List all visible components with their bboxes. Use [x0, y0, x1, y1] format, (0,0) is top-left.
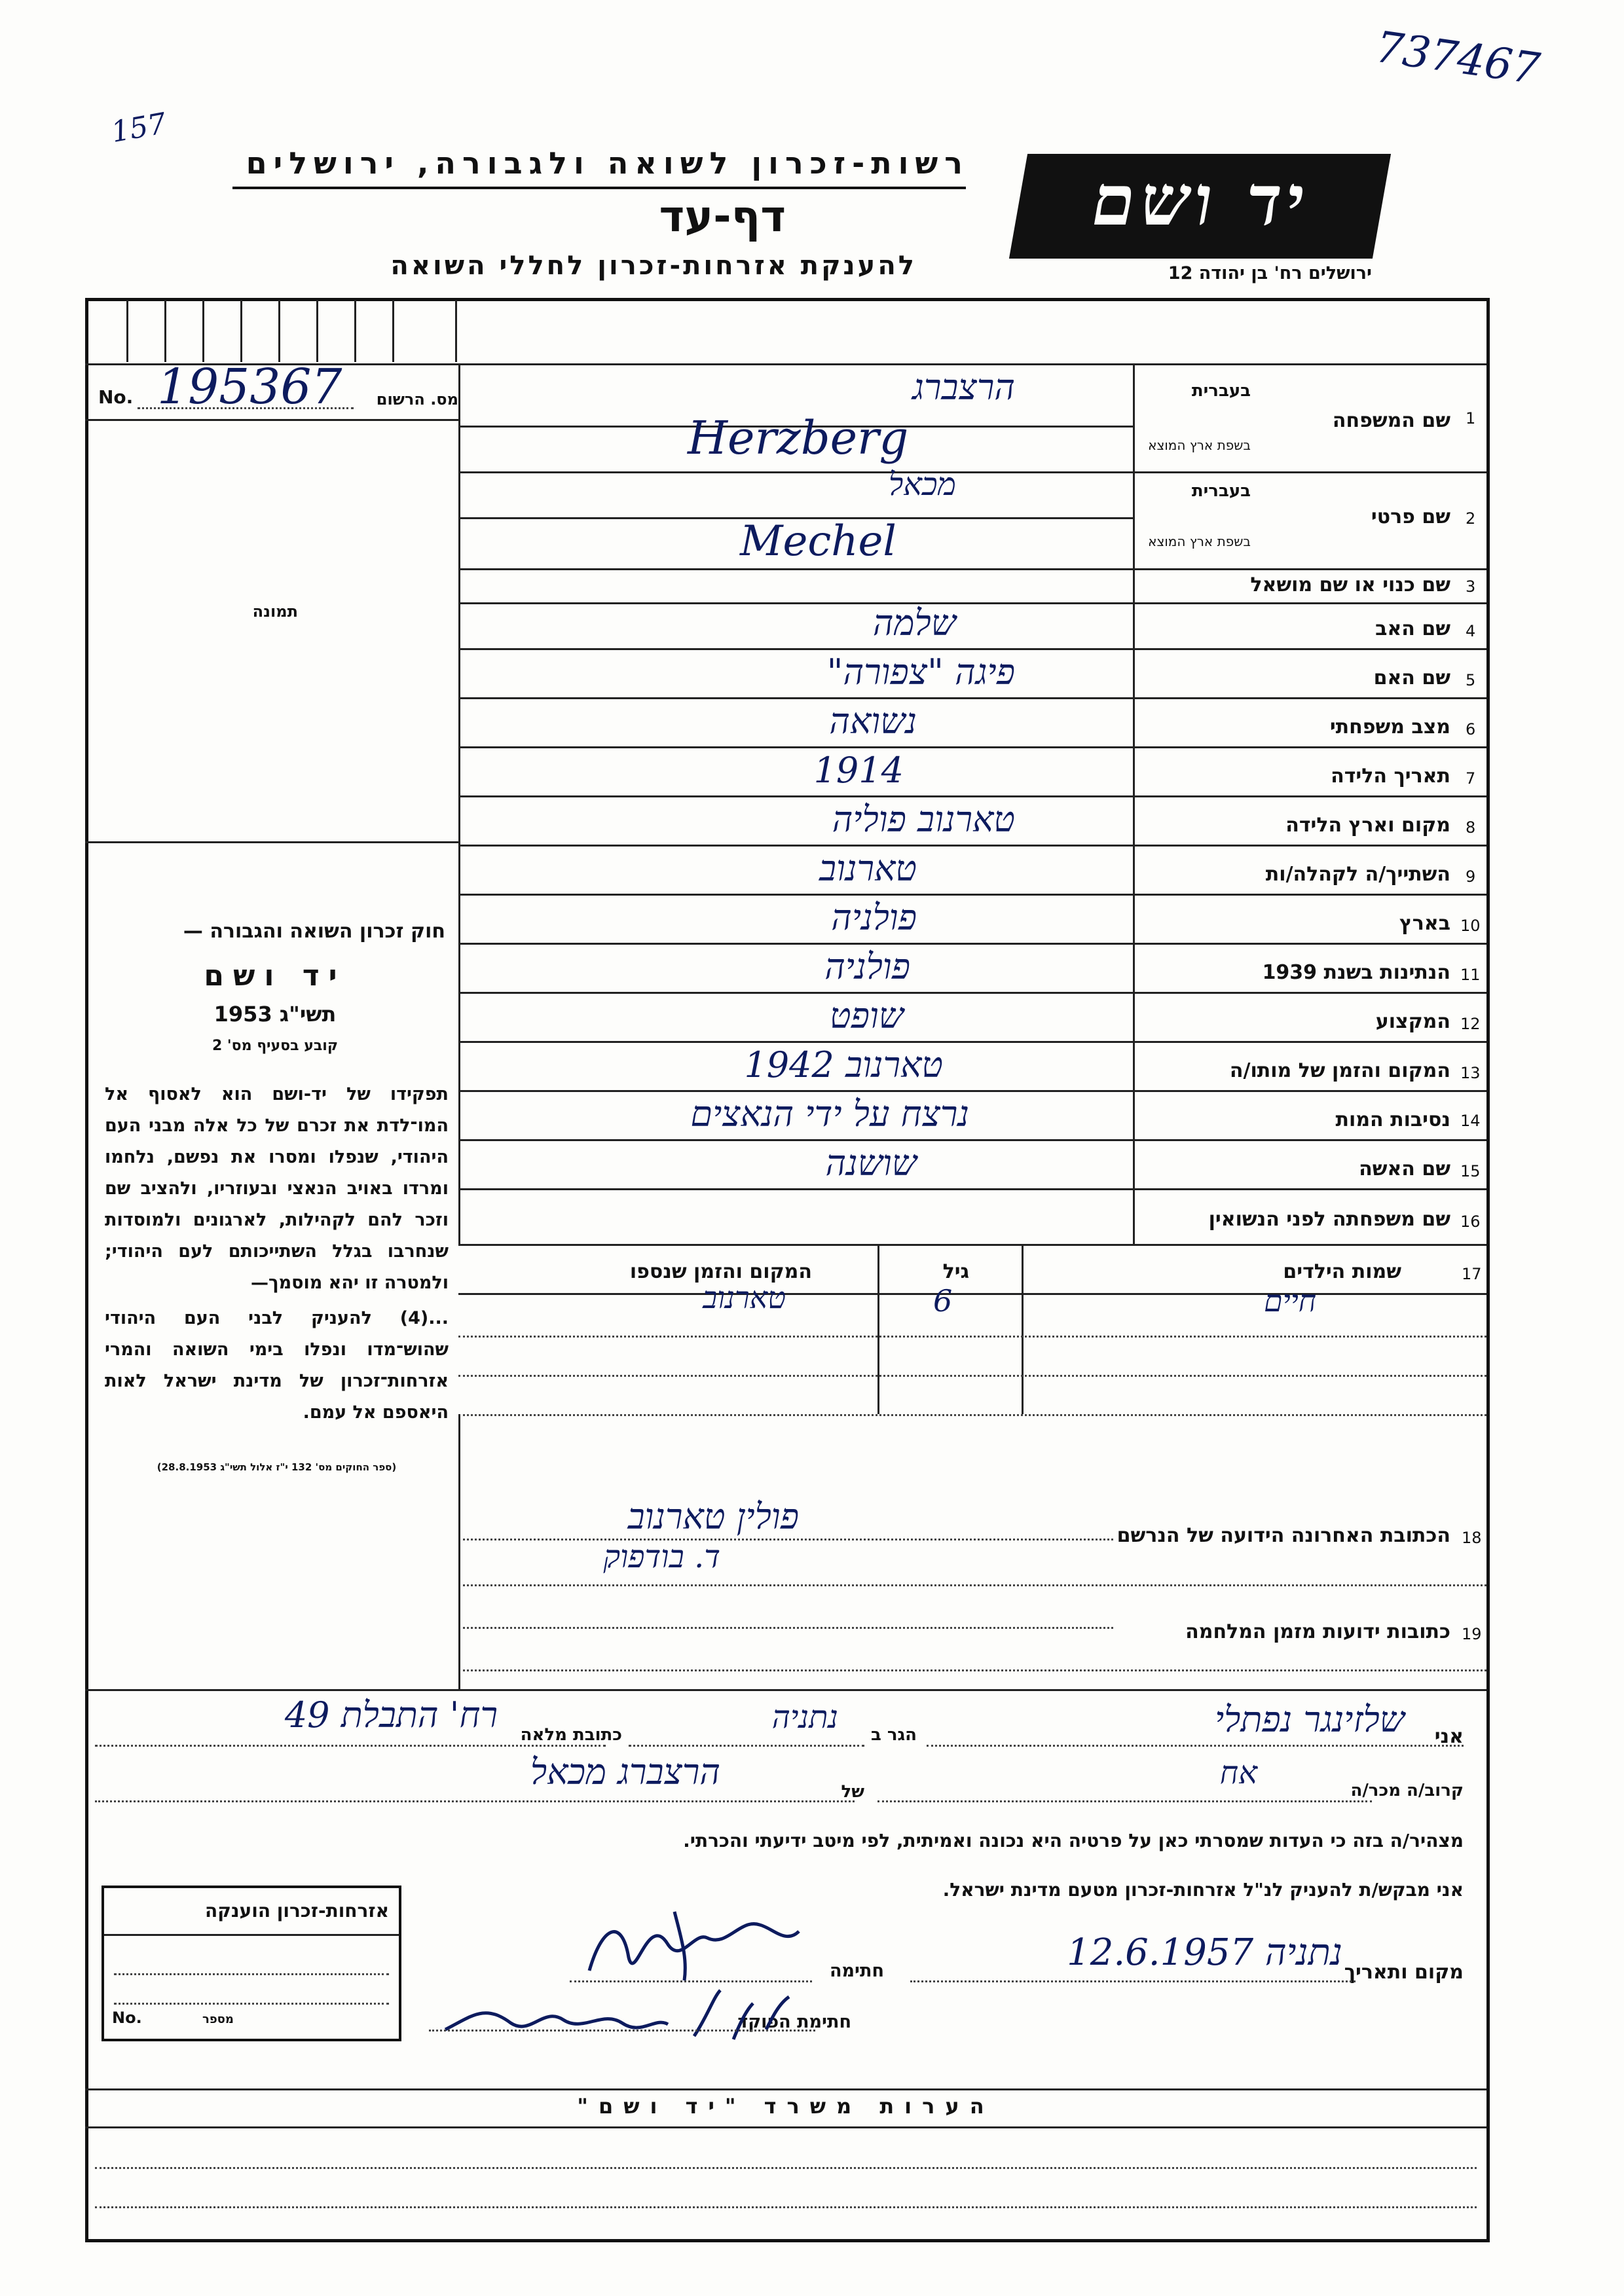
field-18-number: 18 [1462, 1529, 1482, 1547]
field-2-label: שם פרטי [1371, 505, 1450, 528]
field-7-label: תאריך הלידה [1331, 765, 1450, 788]
address-line: ירושלים רח' בן יהודה 12 [1168, 263, 1372, 283]
field-14-number: 14 [1460, 1112, 1481, 1130]
field-1-label: שם המשפחה [1332, 409, 1450, 432]
children-row-age: 6 [933, 1283, 953, 1319]
field-16-label: שם משפחתה לפני הנשואין [1208, 1208, 1450, 1231]
field-12-label: המקצוע [1375, 1010, 1450, 1033]
declaration-request: אני מבקש/ת להעניק לנ"ל אזרחות-זכרון מטעם מדינת ישראל. [942, 1879, 1464, 1901]
field-3-number: 3 [1466, 577, 1476, 596]
field-2-value-native: Mechel [740, 517, 896, 566]
field-8-label: מקום וארץ הלידה [1285, 814, 1450, 837]
field-9-label: השתייך/ה לקהלה/ות [1265, 863, 1450, 886]
field-1-sub-native: בשפת ארץ המוצא [1148, 437, 1251, 453]
law-title: חוק זכרון השואה והגבורה — [183, 920, 445, 943]
field-15-value: שושנה [825, 1142, 917, 1184]
field-14-label: נסיבות המות [1335, 1108, 1450, 1131]
officer-signature-label: חתימת הפוקד [737, 2012, 851, 2032]
declarant-signature [576, 1899, 812, 1990]
margin-note-left: 157 [109, 107, 169, 149]
children-row-place: טארנוב [703, 1280, 786, 1315]
place-date-label: מקום ותאריך [1344, 1961, 1464, 1984]
grant-box-number-label: מספר [202, 2013, 234, 2026]
field-13-label: המקום והזמן של מותו/ה [1229, 1059, 1450, 1082]
field-18-line-2: ד. בודפוק [603, 1539, 720, 1575]
field-16-number: 16 [1460, 1212, 1481, 1231]
field-1-value-hebrew: הרצברג [912, 367, 1015, 408]
authority-underline [232, 187, 966, 189]
field-2-number: 2 [1466, 509, 1476, 528]
field-11-number: 11 [1460, 966, 1481, 984]
field-6-value: נשואה [829, 701, 917, 742]
margin-note-right: 737467 [1372, 21, 1543, 95]
resides-label: הגר ב [870, 1725, 917, 1745]
registration-no-label: No. [98, 386, 134, 408]
field-6-label: מצב משפחתי [1329, 716, 1450, 738]
yad-vashem-logo [1009, 154, 1391, 259]
field-11-value: פולניה [824, 946, 910, 987]
relative-of: הרצברג מכאל [530, 1751, 720, 1793]
field-1-value-native: Herzberg [688, 411, 909, 465]
field-15-label: שם האשה [1359, 1157, 1450, 1180]
law-name: יד ושם [204, 959, 346, 993]
field-18-label: הכתובת האחרונה הידועה של הנרשם [1116, 1524, 1450, 1547]
photo-label: תמונה [252, 602, 298, 621]
field-11-label: הנתינות בשנת 1939 [1262, 961, 1450, 984]
field-8-value: טארנוב פוליה [832, 799, 1015, 840]
field-2-sub-hebrew: בעברית [1191, 481, 1251, 501]
field-10-number: 10 [1460, 917, 1481, 935]
relative-label: קרוב/ה מכר/ה [1350, 1781, 1464, 1800]
declaration-statement: מצהיר/ה בזה כי העדות שמסרתי כאן על פרטיה היא נכונה ואמיתית, לפי מיטב ידיעתי והכרתי. [683, 1830, 1464, 1851]
children-col-place: המקום והזמן שנספו [629, 1260, 812, 1283]
of-label: של [841, 1782, 864, 1802]
field-2-value-hebrew: מכאל [888, 466, 956, 503]
grant-box-title: אזרחות-זכרון הוענקה [205, 1900, 389, 1922]
registration-number: 195367 [157, 359, 342, 415]
field-10-value: פולניה [831, 897, 917, 938]
law-year: תשי"ג 1953 [213, 1002, 337, 1027]
field-8-number: 8 [1466, 818, 1476, 837]
form-subtitle: להענקת אזרחות-זכרון לחללי השואה [390, 251, 917, 281]
field-19-label: כתובות ידועות מזמן המלחמה [1185, 1620, 1450, 1643]
children-row-name: חיים [1263, 1283, 1316, 1319]
signature-label: חתימה [829, 1961, 884, 1981]
field-5-value: פיגה "צפורה" [826, 651, 1015, 693]
declarant-name: שלזינגר נפתלי [1215, 1699, 1405, 1740]
field-15-number: 15 [1460, 1162, 1481, 1180]
field-5-label: שם האם [1373, 666, 1450, 689]
field-4-label: שם האב [1375, 617, 1450, 640]
field-7-value: 1914 [813, 750, 904, 791]
field-1-number: 1 [1466, 409, 1476, 428]
authority-title: רשות-זכרון לשואה ולגבורה, ירושלים [246, 145, 969, 181]
remarks-title: הערות משרד "יד ושם" [577, 2094, 995, 2119]
field-10-label: בארץ [1399, 912, 1450, 935]
children-col-age: גיל [942, 1260, 969, 1283]
field-18-line-1: פולין טארנוב [627, 1496, 799, 1537]
registration-label: מס. הרשום [376, 390, 458, 409]
field-4-value: שלמה [872, 602, 956, 644]
children-col-names: שמות הילדים [1283, 1260, 1401, 1283]
field-2-sub-native: בשפת ארץ המוצא [1148, 534, 1251, 549]
logo-text: יד ושם [1085, 159, 1318, 241]
relation-value: אח [1219, 1755, 1257, 1791]
field-4-number: 4 [1466, 622, 1476, 640]
form-title: דף-עד [659, 191, 786, 242]
field-1-sub-hebrew: בעברית [1191, 381, 1251, 401]
place-date-value: נתניה 12.6.1957 [1067, 1931, 1342, 1974]
law-paragraph-1: תפקידו של יד-ושם הוא לאסוף אל המו־לדת את זכרם של כל אלה מבני העם היהודי, שנפלו ומסרו את נפשם, נלחמו ומרדו באויב הנאצי ובעוזריו, ולהציב שם וזכר להם לקהילות, לארגונים ולמוסדות שנחרבו בגלל השתייכותם לעם היהודי; ולמטרה זו יהא מוסמך— [105, 1084, 449, 1293]
field-12-value: שופט [830, 995, 904, 1036]
field-3-label: שם כנוי או שם מושאל [1250, 574, 1450, 596]
field-19-number: 19 [1462, 1625, 1482, 1643]
code-boxes [88, 300, 458, 362]
law-paragraph-2: ...(4) להעניק לבני העם היהודי שהוש־מדו ונפלו בימי השואה והמרי אזרחות־זכרון של מדינת ישראל לאות היאספם אל עמם. [105, 1308, 449, 1423]
address-label: כתובת מלאה [520, 1725, 622, 1745]
field-9-value: טארנוב [819, 848, 917, 889]
law-citation: (ספר החוקים מס' 132 י"ז אלול תשי"ג 28.8.1953) [157, 1461, 397, 1473]
field-7-number: 7 [1466, 769, 1476, 788]
declarant-city: נתניה [771, 1699, 838, 1736]
field-13-number: 13 [1460, 1064, 1481, 1082]
field-12-number: 12 [1460, 1015, 1481, 1033]
field-13-value: טארנוב 1942 [744, 1044, 943, 1085]
declarant-address: רח' התבלת 49 [284, 1694, 498, 1736]
field-14-value: נרצח על ידי הנאצים [690, 1093, 969, 1135]
field-5-number: 5 [1466, 671, 1476, 689]
field-17-number: 17 [1462, 1265, 1482, 1283]
grant-box-no-label: No. [112, 2009, 142, 2027]
law-clause: קובע בסעיף מס' 2 [212, 1038, 339, 1054]
officer-signature [432, 1977, 799, 2056]
declaration-ani: אני [1434, 1725, 1464, 1748]
grant-box [101, 1886, 401, 2041]
field-6-number: 6 [1466, 720, 1476, 738]
field-9-number: 9 [1466, 867, 1476, 886]
